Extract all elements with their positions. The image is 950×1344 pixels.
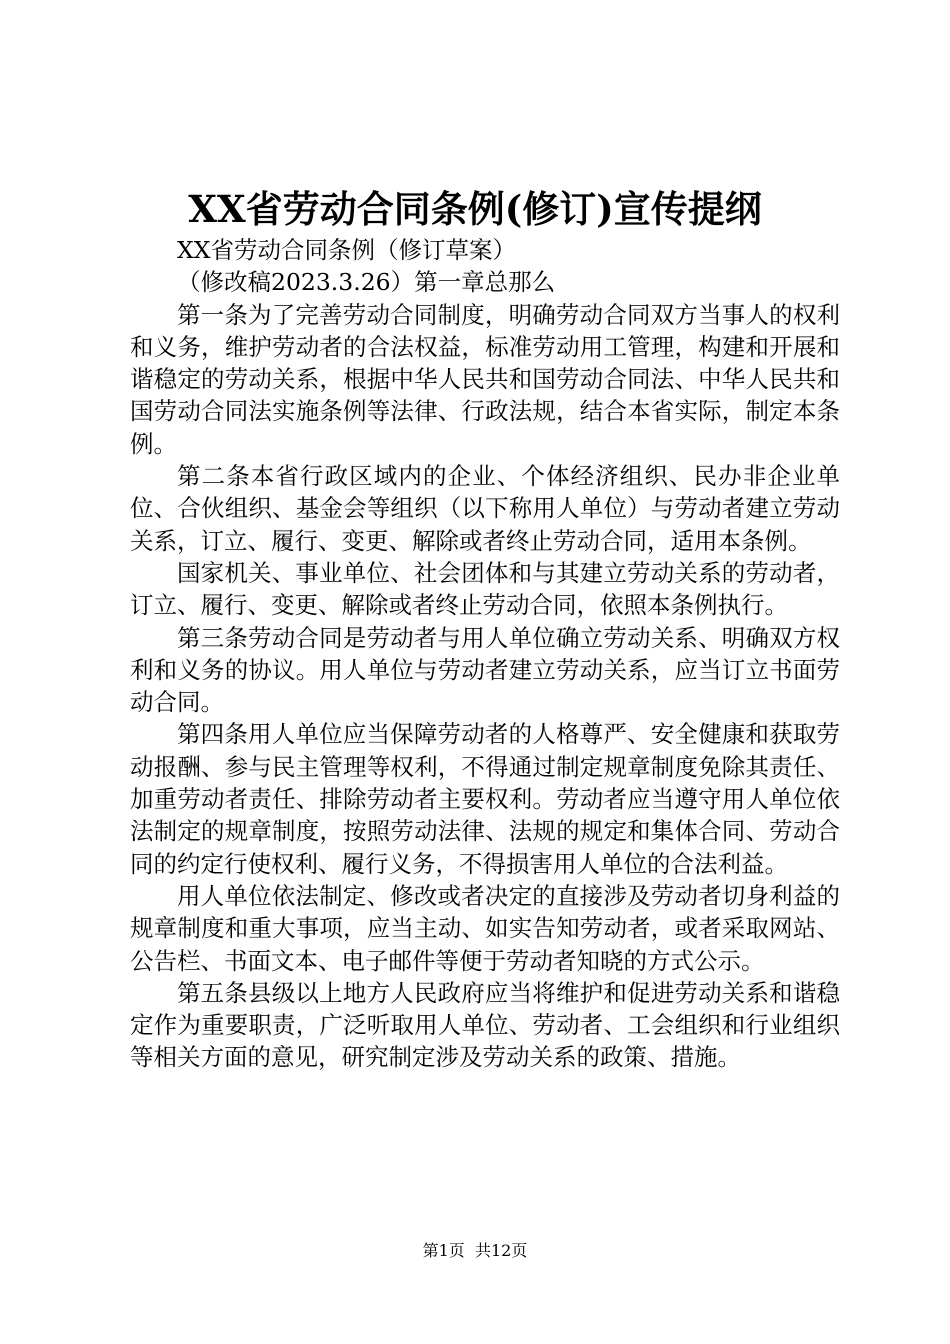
paragraph-article-4-cont: 用人单位依法制定、修改或者决定的直接涉及劳动者切身利益的规章制度和重大事项，应当主动、如实告知劳动者，或者采取网站、公告栏、书面文本、电子邮件等便于劳动者知晓的方式公示。: [130, 881, 840, 975]
paragraph-article-1: 第一条为了完善劳动合同制度，明确劳动合同双方当事人的权利和义务，维护劳动者的合法权益，标准劳动用工管理，构建和开展和谐稳定的劳动关系，根据中华人民共和国劳动合同法、中华人民共和国劳动合同法实施条例等法律、行政法规，结合本省实际，制定本条例。: [130, 300, 840, 458]
paragraph-article-2: 第二条本省行政区域内的企业、个体经济组织、民办非企业单位、合伙组织、基金会等组织（以下称用人单位）与劳动者建立劳动关系，订立、履行、变更、解除或者终止劳动合同，适用本条例。: [130, 462, 840, 555]
paragraph-article-2-cont: 国家机关、事业单位、社会团体和与其建立劳动关系的劳动者，订立、履行、变更、解除或者终止劳动合同，依照本条例执行。: [130, 558, 840, 620]
paragraph-article-3: 第三条劳动合同是劳动者与用人单位确立劳动关系、明确双方权利和义务的协议。用人单位与劳动者建立劳动关系，应当订立书面劳动合同。: [130, 623, 840, 717]
paragraph-revision-note: （修改稿2023.3.26）第一章总那么: [177, 268, 556, 297]
paragraph-article-4: 第四条用人单位应当保障劳动者的人格尊严、安全健康和获取劳动报酬、参与民主管理等权利，不得通过制定规章制度免除其责任、加重劳动者责任、排除劳动者主要权利。劳动者应当遵守用人单位依法制定的规章制度，按照劳动法律、法规的规定和集体合同、劳动合同的约定行使权利、履行义务，不得损害用人单位的合法利益。: [130, 720, 840, 878]
page-separator: [465, 1241, 475, 1260]
page-footer: [0, 1240, 950, 1262]
paragraph-subtitle: XX省劳动合同条例（修订草案）: [177, 236, 516, 264]
document-body: [130, 234, 840, 1074]
page-number: 第1页: [422, 1241, 465, 1260]
document-title: XX省劳动合同条例(修订)宣传提纲: [188, 187, 762, 231]
page-total: 共12页: [474, 1241, 528, 1260]
paragraph-article-5: 第五条县级以上地方人民政府应当将维护和促进劳动关系和谐稳定作为重要职责，广泛听取用人单位、劳动者、工会组织和行业组织等相关方面的意见，研究制定涉及劳动关系的政策、措施。: [130, 978, 840, 1072]
